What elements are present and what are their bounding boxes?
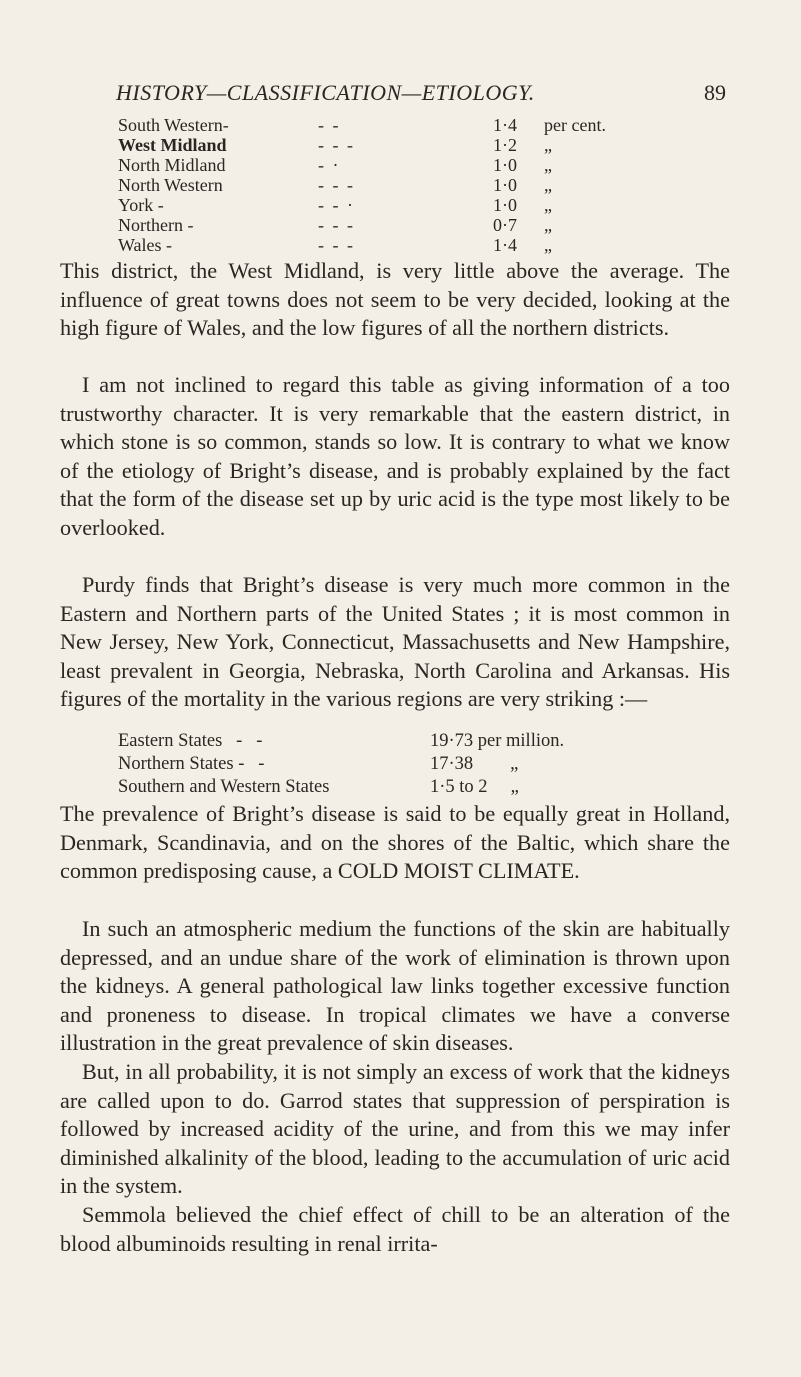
rate-value: 1·4: [493, 235, 517, 255]
page-number: 89: [704, 80, 726, 105]
mortality-value: 17·38 „: [430, 754, 519, 774]
mortality-value: 19·73 per million.: [430, 731, 565, 751]
rate-unit: „: [544, 155, 552, 175]
mortality-region: Southern and Western States: [118, 777, 330, 797]
rate-region: West Midland: [118, 135, 227, 155]
rate-unit: „: [544, 175, 552, 195]
body-paragraph: Purdy finds that Bright’s disease is very much more common in the Eastern and Northern parts of the United States ; it is most common in New Jersey, New York, Connecticut, Massachusetts and New Hampshire, least prevalent in Georgia, Nebraska, North Carolina and Arkansas. His figures of the mortality in the various regions are very striking :—: [60, 572, 730, 712]
leader-dots: - - -: [318, 215, 355, 235]
body-paragraph: The prevalence of Bright’s disease is said to be equally great in Holland, Denmark, Scandinavia, and on the shores of the Baltic, which share the common predisposing cause, a COLD MOIST CLIMATE.: [60, 801, 730, 884]
table-row: [118, 215, 638, 235]
body-paragraph: I am not inclined to regard this table as giving information of a too trustworthy character. It is very remarkable that the eastern district, in which stone is so common, stands so low. It is contrary to what we know of the etiology of Bright’s disease, and is probably explained by the fact that the form of the disease set up by uric acid is the type most likely to be overlooked.: [60, 372, 730, 540]
leader-dots: - - -: [318, 235, 355, 255]
body-paragraph: This district, the West Midland, is very little above the average. The influence of great towns does not seem to be very decided, looking at the high figure of Wales, and the low figures of all the northern districts.: [60, 258, 730, 341]
table-row: [118, 115, 638, 135]
regional-rates-table: [118, 115, 638, 255]
rate-region: North Western: [118, 175, 223, 195]
rate-value: 1·4: [493, 115, 517, 135]
rate-region: South Western-: [118, 115, 229, 135]
page-header: [116, 80, 726, 114]
table-row: [118, 776, 698, 799]
rate-unit: „: [544, 135, 552, 155]
table-row: [118, 730, 698, 753]
rate-unit: „: [544, 235, 552, 255]
leader-dots: - - -: [318, 135, 355, 155]
leader-dots: - - ·: [318, 195, 355, 215]
rate-region: North Midland: [118, 155, 226, 175]
table-row: [118, 753, 698, 776]
leader-dots: - ·: [318, 155, 341, 175]
rate-value: 1·0: [493, 195, 517, 215]
rate-value: 1·0: [493, 175, 517, 195]
body-paragraph: In such an atmospheric medium the functions of the skin are habitually depressed, and an undue share of the work of elimination is thrown upon the kidneys. A general pathological law links together excessive function and proneness to disease. In tropical climates we have a converse illustration in the great prevalence of skin diseases.: [60, 916, 730, 1056]
mortality-region: Eastern States - -: [118, 731, 263, 751]
leader-dots: - - -: [318, 175, 355, 195]
body-paragraph: Semmola believed the chief effect of chill to be an alteration of the blood albuminoids resulting in renal irrita-: [60, 1202, 730, 1256]
table-row: [118, 135, 638, 155]
table-row: [118, 235, 638, 255]
rate-region: Wales -: [118, 235, 173, 255]
mortality-region: Northern States - -: [118, 754, 265, 774]
table-row: [118, 195, 638, 215]
table-row: [118, 175, 638, 195]
body-paragraph: But, in all probability, it is not simply an excess of work that the kidneys are called upon to do. Garrod states that suppression of perspiration is followed by increased acidity of the urine, and from this we may infer diminished alkalinity of the blood, leading to the accumulation of uric acid in the system.: [60, 1059, 730, 1199]
rate-region: Northern -: [118, 215, 194, 235]
leader-dots: - -: [318, 115, 341, 135]
rate-region: York -: [118, 195, 164, 215]
table-row: [118, 155, 638, 175]
mortality-table: [118, 730, 698, 799]
mortality-value: 1·5 to 2 „: [430, 777, 519, 797]
rate-value: 0·7: [493, 215, 517, 235]
running-head: HISTORY—CLASSIFICATION—ETIOLOGY.: [116, 80, 535, 105]
rate-value: 1·0: [493, 155, 517, 175]
rate-unit: „: [544, 215, 552, 235]
rate-value: 1·2: [493, 135, 517, 155]
rate-unit: „: [544, 195, 552, 215]
rate-unit: per cent.: [544, 115, 606, 135]
